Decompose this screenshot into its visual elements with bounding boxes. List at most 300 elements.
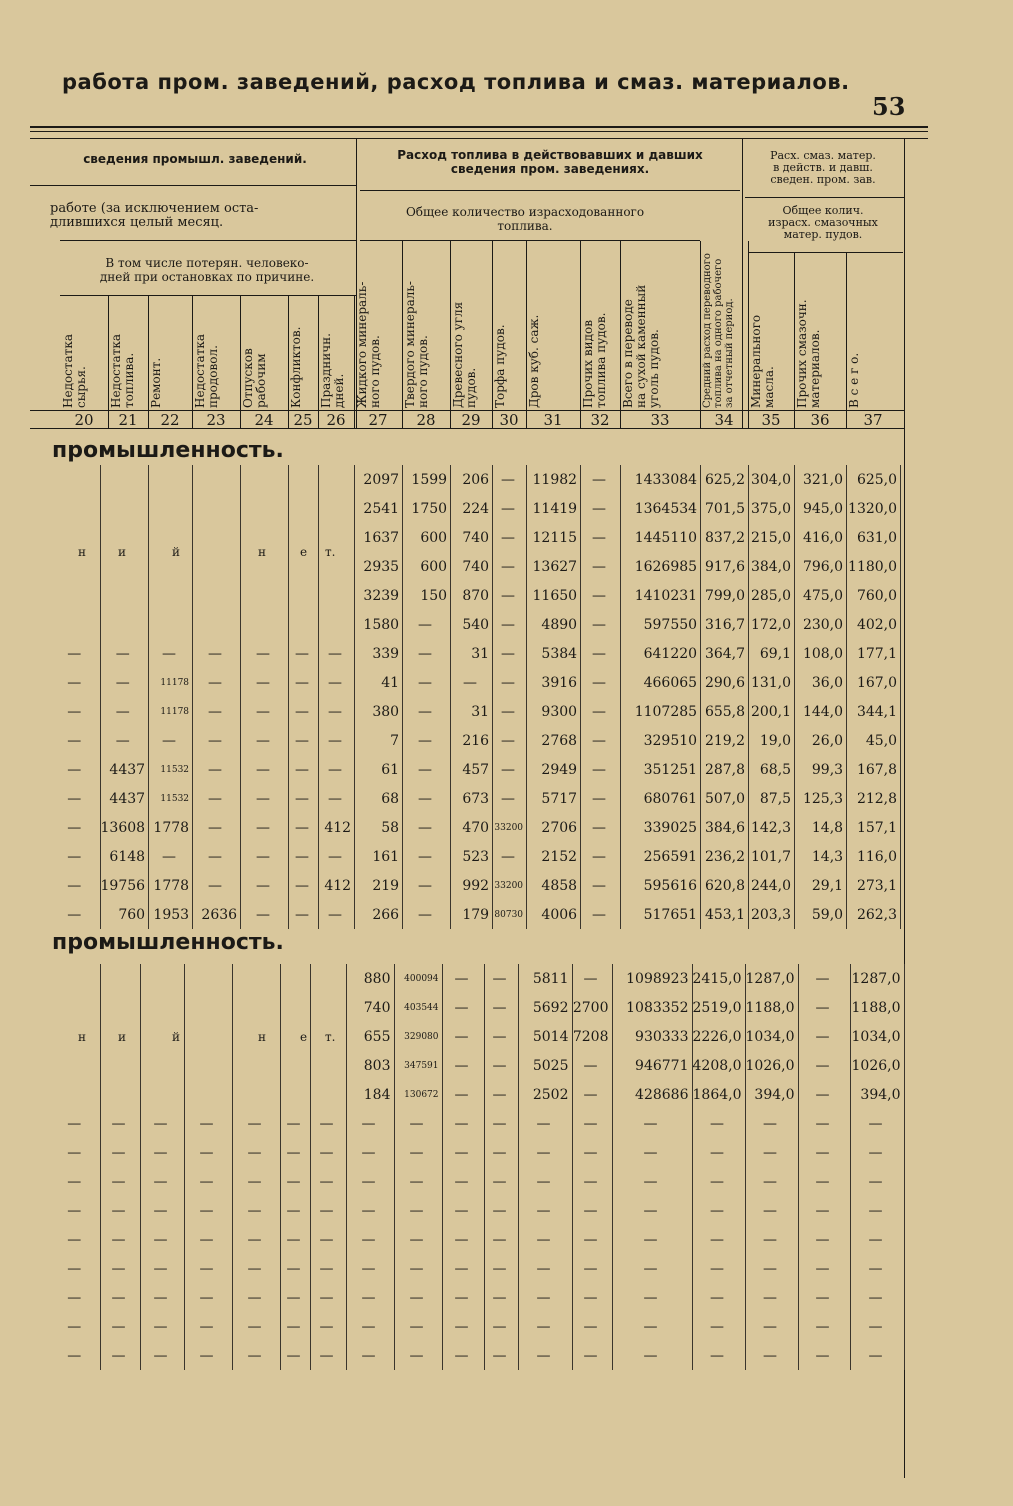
table-cell: —	[310, 1167, 346, 1196]
table-cell: 457	[451, 755, 493, 784]
table-cell	[310, 1051, 346, 1080]
column-number-33: 33	[650, 411, 670, 429]
table-cell: —	[193, 842, 241, 871]
table-cell: 321,0	[795, 465, 847, 494]
table-cell: 9300	[527, 697, 581, 726]
table-cell: —	[280, 1283, 310, 1312]
table-cell: —	[484, 1312, 518, 1341]
table-cell	[100, 1080, 140, 1109]
top-rule-2	[30, 131, 928, 132]
table-cell: —	[745, 1254, 798, 1283]
column-header-36: Прочих смазочн. материалов.	[795, 299, 822, 408]
table-cell: —	[798, 1225, 850, 1254]
table-cell: —	[518, 1312, 572, 1341]
table-cell: —	[442, 1138, 484, 1167]
hdr-rule	[748, 252, 903, 253]
table-cell: 11532	[149, 784, 193, 813]
table-cell: 329080	[394, 1022, 442, 1051]
table-cell: —	[581, 639, 621, 668]
note-letter: т.	[325, 1030, 336, 1044]
table-cell: —	[280, 1109, 310, 1138]
table-cell: 1637	[355, 523, 403, 552]
table-cell: —	[850, 1283, 904, 1312]
column-header-27: Жидкого минераль- ного пудов.	[355, 281, 382, 408]
table-cell: —	[612, 1196, 692, 1225]
table-cell: —	[581, 842, 621, 871]
table-cell: —	[518, 1138, 572, 1167]
table-cell	[319, 523, 355, 552]
column-header-35: Минерального масла.	[749, 314, 776, 408]
table-cell	[52, 610, 100, 639]
table-cell: 507,0	[701, 784, 749, 813]
table-cell: —	[52, 1312, 100, 1341]
table-cell	[149, 552, 193, 581]
table-cell: 339	[355, 639, 403, 668]
table-cell	[193, 465, 241, 494]
table-cell: —	[52, 1225, 100, 1254]
table-cell: —	[280, 1254, 310, 1283]
table-cell: —	[241, 813, 289, 842]
table-cell: 230,0	[795, 610, 847, 639]
table-cell: —	[484, 1080, 518, 1109]
table-cell	[193, 610, 241, 639]
table-cell: —	[346, 1254, 394, 1283]
table-cell: 69,1	[749, 639, 795, 668]
table-cell: 375,0	[749, 494, 795, 523]
table-cell: —	[612, 1225, 692, 1254]
table-cell: —	[232, 1312, 280, 1341]
table-cell: —	[403, 697, 451, 726]
table-cell: —	[493, 639, 527, 668]
table-cell: —	[310, 1138, 346, 1167]
table-cell: —	[289, 755, 319, 784]
page-number: 53	[872, 92, 906, 121]
table-cell: —	[403, 668, 451, 697]
table-cell: —	[493, 552, 527, 581]
table-cell: —	[484, 1167, 518, 1196]
table-cell: 917,6	[701, 552, 749, 581]
table-cell: —	[572, 1080, 612, 1109]
table-row	[52, 755, 901, 784]
table-cell	[193, 552, 241, 581]
table-cell: —	[241, 842, 289, 871]
table-cell: 1287,0	[850, 964, 904, 993]
table-cell	[280, 1051, 310, 1080]
table-cell: —	[581, 494, 621, 523]
column-number-30: 30	[499, 411, 519, 429]
table-cell: 131,0	[749, 668, 795, 697]
table-cell: 11532	[149, 755, 193, 784]
column-header-33: Всего в переводе на сухой каменный уголь пудов.	[621, 284, 661, 408]
column-header-29: Древесного угля пудов.	[451, 301, 478, 408]
table-cell: 2636	[193, 900, 241, 929]
table-cell	[100, 581, 149, 610]
table-cell	[140, 993, 184, 1022]
table-row	[52, 784, 901, 813]
header-group-lube-top: Расх. смаз. матер. в действ. и давш. сведен. пром. зав.	[770, 149, 876, 186]
table-cell: 1580	[355, 610, 403, 639]
table-cell: —	[442, 1283, 484, 1312]
table-cell	[280, 993, 310, 1022]
table-cell: —	[394, 1283, 442, 1312]
table-cell: —	[798, 1254, 850, 1283]
table-cell	[241, 494, 289, 523]
table-cell: 1180,0	[847, 552, 901, 581]
table-cell: —	[442, 1051, 484, 1080]
table-cell: —	[484, 993, 518, 1022]
table-cell: 266	[355, 900, 403, 929]
table-cell: —	[232, 1283, 280, 1312]
table-cell	[289, 610, 319, 639]
table-row	[52, 900, 901, 929]
table-cell	[140, 1051, 184, 1080]
table-cell: —	[310, 1254, 346, 1283]
table-cell: 1034,0	[850, 1022, 904, 1051]
table-cell: —	[140, 1312, 184, 1341]
table-cell: 466065	[621, 668, 701, 697]
table-cell: 33200	[493, 813, 527, 842]
table-cell: —	[52, 871, 100, 900]
table-cell: —	[346, 1225, 394, 1254]
note-letter: н	[78, 545, 86, 559]
table-cell: 116,0	[847, 842, 901, 871]
table-cell: 11178	[149, 697, 193, 726]
table-cell: —	[193, 813, 241, 842]
column-number-27: 27	[368, 411, 388, 429]
table-cell: 14,3	[795, 842, 847, 871]
table-cell: —	[403, 755, 451, 784]
table-cell: 200,1	[749, 697, 795, 726]
table-cell	[280, 1080, 310, 1109]
table-cell: —	[319, 726, 355, 755]
table-cell: —	[289, 871, 319, 900]
table-cell: —	[581, 465, 621, 494]
table-cell: 740	[451, 523, 493, 552]
table-cell: 290,6	[701, 668, 749, 697]
table-cell: —	[232, 1225, 280, 1254]
table-cell: 2502	[518, 1080, 572, 1109]
table-cell: —	[140, 1138, 184, 1167]
table-cell: 600	[403, 552, 451, 581]
note-letter: е	[300, 1030, 308, 1044]
table-cell: —	[442, 1254, 484, 1283]
table-cell: 344,1	[847, 697, 901, 726]
table-cell: 3239	[355, 581, 403, 610]
table-cell: —	[798, 1312, 850, 1341]
table-cell: —	[572, 1109, 612, 1138]
column-header-23: Недостатка продовол.	[193, 334, 220, 408]
table-cell: 11982	[527, 465, 581, 494]
table-cell: —	[52, 784, 100, 813]
table-cell: —	[52, 900, 100, 929]
table-cell: 740	[451, 552, 493, 581]
table-cell	[100, 993, 140, 1022]
table-cell	[319, 581, 355, 610]
header-group-fuel-top: Расход топлива в действовавших и давших сведения пром. заведениях.	[397, 148, 703, 176]
table-cell	[241, 465, 289, 494]
table-cell	[310, 993, 346, 1022]
table-cell: 157,1	[847, 813, 901, 842]
table-cell: —	[798, 1051, 850, 1080]
table-cell: 837,2	[701, 523, 749, 552]
table-cell: —	[581, 755, 621, 784]
table-cell: —	[289, 639, 319, 668]
table-cell: 945,0	[795, 494, 847, 523]
table-cell: —	[232, 1254, 280, 1283]
table-cell: 2226,0	[692, 1022, 745, 1051]
table-cell: 1445110	[621, 523, 701, 552]
table-cell	[319, 494, 355, 523]
table-cell: —	[394, 1138, 442, 1167]
table-row	[52, 668, 901, 697]
table-cell: —	[184, 1109, 232, 1138]
table-row	[52, 1051, 904, 1080]
table-cell: —	[241, 784, 289, 813]
table-cell: 19756	[100, 871, 149, 900]
table-cell: 475,0	[795, 581, 847, 610]
table-cell: —	[572, 1341, 612, 1370]
table-cell: —	[442, 1080, 484, 1109]
table-cell: —	[140, 1341, 184, 1370]
header-group-left-top: сведения промышл. заведений.	[83, 152, 307, 166]
section-title-2: промышленность.	[52, 930, 284, 955]
table-cell: —	[442, 1022, 484, 1051]
table-row	[52, 610, 901, 639]
table-cell: 2415,0	[692, 964, 745, 993]
table-cell: —	[289, 726, 319, 755]
table-cell	[310, 1080, 346, 1109]
table-cell: 796,0	[795, 552, 847, 581]
column-header-37: В с е г о.	[847, 352, 861, 408]
table-cell: —	[484, 1051, 518, 1080]
table-cell: 2541	[355, 494, 403, 523]
table-row	[52, 964, 904, 993]
table-cell: —	[280, 1225, 310, 1254]
table-cell: —	[289, 668, 319, 697]
table-cell: 517651	[621, 900, 701, 929]
column-number-35: 35	[761, 411, 781, 429]
table-cell: —	[442, 1312, 484, 1341]
table-cell: —	[798, 1022, 850, 1051]
table-cell: —	[518, 1283, 572, 1312]
table-cell	[193, 523, 241, 552]
table-cell: 597550	[621, 610, 701, 639]
table-row	[52, 1196, 904, 1225]
table-cell: 14,8	[795, 813, 847, 842]
table-cell: 540	[451, 610, 493, 639]
table-cell: —	[394, 1341, 442, 1370]
table-cell: —	[149, 842, 193, 871]
table-cell: 41	[355, 668, 403, 697]
table-cell: —	[193, 726, 241, 755]
table-cell: 244,0	[749, 871, 795, 900]
table-row	[52, 1254, 904, 1283]
table-cell: —	[493, 842, 527, 871]
table-cell	[232, 1080, 280, 1109]
table-cell: 215,0	[749, 523, 795, 552]
table-cell	[100, 465, 149, 494]
table-cell: —	[692, 1312, 745, 1341]
table-cell: —	[572, 1138, 612, 1167]
table-row	[52, 842, 901, 871]
table-cell	[184, 964, 232, 993]
table-cell: —	[232, 1109, 280, 1138]
table-cell: 870	[451, 581, 493, 610]
table-cell: —	[581, 784, 621, 813]
table-cell: —	[346, 1341, 394, 1370]
table-cell: —	[572, 1051, 612, 1080]
table-cell	[232, 964, 280, 993]
table-cell: 384,6	[701, 813, 749, 842]
table-cell: 403544	[394, 993, 442, 1022]
table-cell: 384,0	[749, 552, 795, 581]
note-letter: т.	[325, 545, 336, 559]
table-cell: —	[52, 842, 100, 871]
table-cell: —	[572, 964, 612, 993]
note-letter: и	[118, 1030, 126, 1044]
table-cell: —	[193, 755, 241, 784]
table-cell: —	[581, 668, 621, 697]
table-cell: —	[493, 523, 527, 552]
table-cell: —	[52, 755, 100, 784]
table-cell: 31	[451, 639, 493, 668]
table-cell: 316,7	[701, 610, 749, 639]
table-cell: 1026,0	[745, 1051, 798, 1080]
header-group-lube-sub: Общее колич. израсх. смазочных матер. пудов.	[768, 204, 878, 241]
table-cell: —	[394, 1225, 442, 1254]
table-cell: —	[100, 668, 149, 697]
table-cell: 11178	[149, 668, 193, 697]
table-cell: —	[692, 1225, 745, 1254]
table-cell: —	[572, 1167, 612, 1196]
table-row	[52, 813, 901, 842]
table-cell: 1599	[403, 465, 451, 494]
top-rule	[30, 126, 928, 128]
table-cell: 329510	[621, 726, 701, 755]
table-cell: —	[493, 755, 527, 784]
table-cell: 68	[355, 784, 403, 813]
table-cell: —	[442, 964, 484, 993]
table-cell: —	[193, 871, 241, 900]
table-cell	[52, 552, 100, 581]
column-number-29: 29	[461, 411, 481, 429]
table-cell: 172,0	[749, 610, 795, 639]
table-row	[52, 581, 901, 610]
table-cell: —	[100, 697, 149, 726]
table-row	[52, 1109, 904, 1138]
table-cell: —	[493, 610, 527, 639]
note-letter: й	[172, 545, 180, 559]
table-cell: —	[581, 697, 621, 726]
table-cell: 673	[451, 784, 493, 813]
table-cell: 625,2	[701, 465, 749, 494]
hdr-rule	[360, 190, 740, 191]
table-cell: —	[442, 1109, 484, 1138]
table-cell: 2935	[355, 552, 403, 581]
table-cell: —	[140, 1196, 184, 1225]
table-cell: 304,0	[749, 465, 795, 494]
table-cell: —	[310, 1341, 346, 1370]
column-number-21: 21	[118, 411, 138, 429]
table-cell: 13608	[100, 813, 149, 842]
table-cell: —	[572, 1225, 612, 1254]
table-cell: —	[745, 1167, 798, 1196]
table-cell: —	[745, 1312, 798, 1341]
table-cell	[52, 494, 100, 523]
table-cell	[289, 465, 319, 494]
table-cell: —	[403, 842, 451, 871]
table-cell: —	[850, 1254, 904, 1283]
table-cell: —	[442, 1196, 484, 1225]
table-cell: 4890	[527, 610, 581, 639]
table-cell: —	[319, 784, 355, 813]
table-cell: 1953	[149, 900, 193, 929]
table-cell: 236,2	[701, 842, 749, 871]
table-cell: —	[581, 900, 621, 929]
table-cell: 177,1	[847, 639, 901, 668]
table-cell: 36,0	[795, 668, 847, 697]
table-cell: 1778	[149, 813, 193, 842]
table-cell: —	[140, 1283, 184, 1312]
table-cell	[289, 494, 319, 523]
table-cell: 179	[451, 900, 493, 929]
table-cell: —	[442, 1225, 484, 1254]
table-cell: 1433084	[621, 465, 701, 494]
table-cell: 523	[451, 842, 493, 871]
table-row	[52, 1167, 904, 1196]
table-cell: —	[280, 1167, 310, 1196]
table-cell: —	[100, 1225, 140, 1254]
table-cell	[232, 993, 280, 1022]
table-cell: 5811	[518, 964, 572, 993]
table-cell: —	[184, 1225, 232, 1254]
table-cell: 2768	[527, 726, 581, 755]
table-cell: —	[232, 1167, 280, 1196]
table-cell: —	[451, 668, 493, 697]
table-cell: —	[193, 668, 241, 697]
table-cell: —	[241, 871, 289, 900]
table-cell	[289, 581, 319, 610]
column-header-25: Конфликтов.	[289, 326, 303, 408]
table-cell: —	[52, 668, 100, 697]
table-cell: —	[612, 1312, 692, 1341]
table-cell: —	[319, 668, 355, 697]
table-cell	[100, 1051, 140, 1080]
table-cell: 167,0	[847, 668, 901, 697]
table-cell: 2519,0	[692, 993, 745, 1022]
table-cell: —	[140, 1225, 184, 1254]
table-cell: 880	[346, 964, 394, 993]
table-cell: 68,5	[749, 755, 795, 784]
table-cell: —	[745, 1283, 798, 1312]
column-number-22: 22	[160, 411, 180, 429]
table-row	[52, 465, 901, 494]
table-cell: —	[403, 813, 451, 842]
table-cell: —	[193, 784, 241, 813]
table-cell: 5025	[518, 1051, 572, 1080]
table-cell: 125,3	[795, 784, 847, 813]
table-cell	[100, 494, 149, 523]
table-cell: —	[692, 1109, 745, 1138]
table-cell: —	[572, 1254, 612, 1283]
column-header-26: Праздничн. дней.	[319, 333, 346, 408]
column-header-28: Твердого минераль- ного пудов.	[403, 281, 430, 408]
column-number-34: 34	[714, 411, 734, 429]
table-cell: —	[289, 697, 319, 726]
table-cell: —	[518, 1167, 572, 1196]
table-cell: 4437	[100, 784, 149, 813]
table-cell: 130672	[394, 1080, 442, 1109]
